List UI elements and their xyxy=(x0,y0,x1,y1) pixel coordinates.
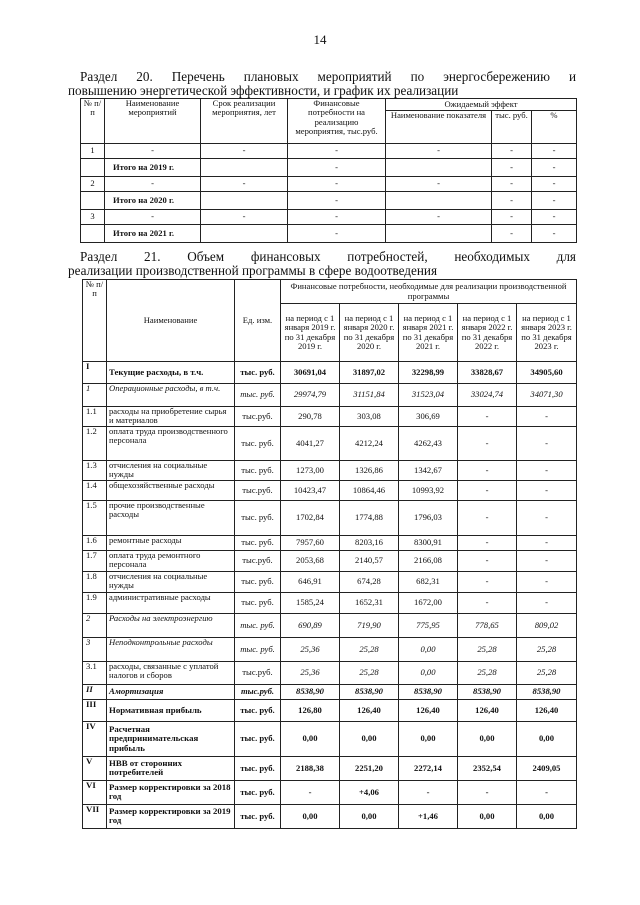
row-number: 1.3 xyxy=(83,460,107,480)
row-value: 0,00 xyxy=(517,804,577,828)
row-number: III xyxy=(83,699,107,721)
row-value: 290,78 xyxy=(281,407,340,427)
table-row xyxy=(81,210,577,225)
row-value: 0,00 xyxy=(458,721,517,756)
row-value: 1342,67 xyxy=(399,460,458,480)
row-value: - xyxy=(281,780,340,804)
row-value: 0,00 xyxy=(281,804,340,828)
row-value: - xyxy=(458,550,517,571)
row-value: 0,00 xyxy=(399,661,458,684)
row-value: 1672,00 xyxy=(399,592,458,613)
cell-thous: - xyxy=(492,210,532,225)
t2-unit-header: Ед. изм. xyxy=(235,280,281,362)
row-value: +4,06 xyxy=(340,780,399,804)
table-row xyxy=(83,756,577,780)
row-name: Неподконтрольные расходы xyxy=(107,637,235,661)
row-value: 10864,46 xyxy=(340,480,399,500)
row-value: 0,00 xyxy=(399,637,458,661)
row-value: 25,36 xyxy=(281,637,340,661)
table-row xyxy=(83,780,577,804)
row-unit: тыс. руб. xyxy=(235,637,281,661)
row-number: 1.1 xyxy=(83,407,107,427)
cell-term: - xyxy=(201,210,288,225)
cell-term xyxy=(201,159,288,177)
row-value: 0,00 xyxy=(340,721,399,756)
cell-ind: - xyxy=(386,177,492,192)
section-21-title-line1: Раздел 21. Объем финансовых потребностей, необходимых для xyxy=(80,249,576,264)
cell-fin: - xyxy=(288,159,386,177)
row-number: 1.8 xyxy=(83,571,107,592)
row-unit: тыс.руб. xyxy=(235,480,281,500)
table-row xyxy=(83,550,577,571)
table-row xyxy=(83,407,577,427)
row-value: 1273,00 xyxy=(281,460,340,480)
row-number: VI xyxy=(83,780,107,804)
section-21-title-line2: реализации производственной программы в сфере водоотведения xyxy=(68,263,438,278)
col-term-header: Срок реализации мероприятия, лет xyxy=(201,99,288,144)
table-row xyxy=(83,699,577,721)
row-value: 126,40 xyxy=(517,699,577,721)
cell-thous: - xyxy=(492,159,532,177)
row-value: 8538,90 xyxy=(340,684,399,699)
cell-name: Итого на 2019 г. xyxy=(105,159,201,177)
col-indicator-header: Наименование показателя xyxy=(386,111,492,144)
cell-thous: - xyxy=(492,144,532,159)
cell-name: - xyxy=(105,210,201,225)
row-value: 4212,24 xyxy=(340,426,399,460)
row-number: IV xyxy=(83,721,107,756)
row-value: - xyxy=(517,500,577,535)
cell-pct: - xyxy=(532,210,577,225)
financial-needs-table xyxy=(82,279,577,829)
row-value: 31897,02 xyxy=(340,362,399,384)
table-row xyxy=(83,684,577,699)
row-number: 1.5 xyxy=(83,500,107,535)
energy-saving-table xyxy=(80,98,577,243)
row-value: - xyxy=(458,407,517,427)
row-unit: тыс. руб. xyxy=(235,426,281,460)
row-value: 2053,68 xyxy=(281,550,340,571)
row-value: 25,28 xyxy=(517,661,577,684)
row-value: 775,95 xyxy=(399,613,458,637)
col-thous-header: тыс. руб. xyxy=(492,111,532,144)
row-value: 0,00 xyxy=(517,721,577,756)
row-value: - xyxy=(458,460,517,480)
cell-pct: - xyxy=(532,144,577,159)
row-name: общехозяйственные расходы xyxy=(107,480,235,500)
row-unit: тыс. руб. xyxy=(235,780,281,804)
row-value: - xyxy=(458,500,517,535)
row-name: Размер корректировки за 2018 год xyxy=(107,780,235,804)
row-value: 809,02 xyxy=(517,613,577,637)
table-row xyxy=(83,804,577,828)
row-value: 1774,88 xyxy=(340,500,399,535)
table-row xyxy=(83,500,577,535)
row-name: расходы, связанные с уплатой налогов и сборов xyxy=(107,661,235,684)
row-value: 8538,90 xyxy=(281,684,340,699)
row-unit: тыс. руб. xyxy=(235,592,281,613)
row-value: - xyxy=(517,407,577,427)
row-value: - xyxy=(458,426,517,460)
row-value: - xyxy=(458,571,517,592)
row-value: 1585,24 xyxy=(281,592,340,613)
t2-finance-header: Финансовые потребности, необходимые для реализации производственной программы xyxy=(281,280,577,304)
section-20-title-line2: повышению энергетической эффективности, и график их реализации xyxy=(68,83,459,98)
section-20-title-line1: Раздел 20. Перечень плановых мероприятий по энергосбережению и xyxy=(80,69,576,84)
row-value: 4041,27 xyxy=(281,426,340,460)
cell-num: 1 xyxy=(81,144,105,159)
row-name: Расходы на электроэнергию xyxy=(107,613,235,637)
row-value: 34905,60 xyxy=(517,362,577,384)
row-value: 31151,84 xyxy=(340,384,399,407)
row-name: отчисления на социальные нужды xyxy=(107,571,235,592)
row-name: оплата труда ремонтного персонала xyxy=(107,550,235,571)
row-value: 7957,60 xyxy=(281,535,340,550)
row-unit: тыс.руб. xyxy=(235,550,281,571)
row-value: 682,31 xyxy=(399,571,458,592)
row-number: I xyxy=(83,362,107,384)
cell-name: - xyxy=(105,144,201,159)
row-value: 8300,91 xyxy=(399,535,458,550)
cell-fin: - xyxy=(288,225,386,243)
cell-name: Итого на 2020 г. xyxy=(105,192,201,210)
row-value: 0,00 xyxy=(458,804,517,828)
row-value: 674,28 xyxy=(340,571,399,592)
cell-num: 3 xyxy=(81,210,105,225)
row-value: 10423,47 xyxy=(281,480,340,500)
row-value: 8538,90 xyxy=(458,684,517,699)
row-value: 719,90 xyxy=(340,613,399,637)
row-value: 2409,05 xyxy=(517,756,577,780)
t2-period-header: на период с 1 января 2020 г. по 31 декабря 2020 г. xyxy=(340,304,399,362)
row-unit: тыс.руб. xyxy=(235,661,281,684)
row-value: +1,46 xyxy=(399,804,458,828)
row-name: прочие производственные расходы xyxy=(107,500,235,535)
row-number: II xyxy=(83,684,107,699)
row-value: 31523,04 xyxy=(399,384,458,407)
t2-num-header: № п/п xyxy=(83,280,107,362)
cell-pct: - xyxy=(532,192,577,210)
cell-ind xyxy=(386,159,492,177)
row-value: 1652,31 xyxy=(340,592,399,613)
row-value: 126,40 xyxy=(458,699,517,721)
table-row xyxy=(83,571,577,592)
row-value: 126,40 xyxy=(340,699,399,721)
section-21-title xyxy=(68,249,576,278)
cell-ind: - xyxy=(386,210,492,225)
row-value: 8538,90 xyxy=(517,684,577,699)
row-name: Амортизация xyxy=(107,684,235,699)
cell-num xyxy=(81,192,105,210)
row-value: 1326,86 xyxy=(340,460,399,480)
row-value: 10993,92 xyxy=(399,480,458,500)
table-row xyxy=(83,384,577,407)
col-finance-header: Финансовые потребности на реализацию мероприятия, тыс.руб. xyxy=(288,99,386,144)
row-name: расходы на приобретение сырья и материалов xyxy=(107,407,235,427)
row-value: 306,69 xyxy=(399,407,458,427)
row-number: 1.4 xyxy=(83,480,107,500)
row-number: 2 xyxy=(83,613,107,637)
cell-ind xyxy=(386,225,492,243)
row-value: 25,28 xyxy=(340,637,399,661)
row-unit: тыс. руб. xyxy=(235,804,281,828)
row-value: 34071,30 xyxy=(517,384,577,407)
row-value: 1796,03 xyxy=(399,500,458,535)
cell-num xyxy=(81,225,105,243)
table-row xyxy=(83,592,577,613)
row-unit: тыс.руб. xyxy=(235,407,281,427)
cell-fin: - xyxy=(288,192,386,210)
cell-term xyxy=(201,225,288,243)
row-value: 126,40 xyxy=(399,699,458,721)
row-value: - xyxy=(458,780,517,804)
t2-period-header: на период с 1 января 2019 г. по 31 декабря 2019 г. xyxy=(281,304,340,362)
row-value: 25,28 xyxy=(458,661,517,684)
row-value: 8538,90 xyxy=(399,684,458,699)
row-value: - xyxy=(517,426,577,460)
row-number: 1.2 xyxy=(83,426,107,460)
cell-num: 2 xyxy=(81,177,105,192)
row-value: 33828,67 xyxy=(458,362,517,384)
row-value: 25,36 xyxy=(281,661,340,684)
row-unit: тыс. руб. xyxy=(235,384,281,407)
table-row xyxy=(83,535,577,550)
cell-thous: - xyxy=(492,192,532,210)
row-value: 33024,74 xyxy=(458,384,517,407)
row-value: - xyxy=(517,535,577,550)
table-row xyxy=(83,721,577,756)
col-effect-header: Ожидаемый эффект xyxy=(386,99,577,111)
table-row xyxy=(81,159,577,177)
row-unit: тыс. руб. xyxy=(235,362,281,384)
row-value: 778,65 xyxy=(458,613,517,637)
table-row xyxy=(83,613,577,637)
cell-ind xyxy=(386,192,492,210)
row-value: 4262,43 xyxy=(399,426,458,460)
row-value: 25,28 xyxy=(340,661,399,684)
row-value: - xyxy=(517,780,577,804)
row-number: 1 xyxy=(83,384,107,407)
t2-period-header: на период с 1 января 2022 г. по 31 декабря 2022 г. xyxy=(458,304,517,362)
row-value: 2272,14 xyxy=(399,756,458,780)
cell-pct: - xyxy=(532,177,577,192)
cell-term xyxy=(201,192,288,210)
row-value: 303,08 xyxy=(340,407,399,427)
row-unit: тыс. руб. xyxy=(235,721,281,756)
row-value: - xyxy=(517,460,577,480)
row-value: 2140,57 xyxy=(340,550,399,571)
table-row xyxy=(81,144,577,159)
row-value: - xyxy=(517,592,577,613)
row-value: - xyxy=(458,592,517,613)
page-number: 14 xyxy=(313,32,327,47)
row-number: 1.7 xyxy=(83,550,107,571)
row-value: 2251,20 xyxy=(340,756,399,780)
cell-term: - xyxy=(201,144,288,159)
table-row xyxy=(81,192,577,210)
row-value: 0,00 xyxy=(340,804,399,828)
row-name: административные расходы xyxy=(107,592,235,613)
row-value: - xyxy=(399,780,458,804)
row-number: 3.1 xyxy=(83,661,107,684)
table-row xyxy=(83,480,577,500)
cell-fin: - xyxy=(288,144,386,159)
row-unit: тыс. руб. xyxy=(235,460,281,480)
row-unit: тыс. руб. xyxy=(235,571,281,592)
row-value: 8203,16 xyxy=(340,535,399,550)
row-value: 126,80 xyxy=(281,699,340,721)
row-value: 32298,99 xyxy=(399,362,458,384)
row-name: оплата труда производственного персонала xyxy=(107,426,235,460)
row-value: 30691,04 xyxy=(281,362,340,384)
row-unit: тыс. руб. xyxy=(235,756,281,780)
row-value: 0,00 xyxy=(399,721,458,756)
row-value: - xyxy=(517,571,577,592)
row-value: - xyxy=(458,535,517,550)
row-value: 2166,08 xyxy=(399,550,458,571)
row-value: - xyxy=(517,550,577,571)
row-name: Расчетная предпринимательская прибыль xyxy=(107,721,235,756)
row-value: 25,28 xyxy=(517,637,577,661)
table-row xyxy=(83,661,577,684)
table-row xyxy=(81,225,577,243)
cell-ind: - xyxy=(386,144,492,159)
cell-num xyxy=(81,159,105,177)
row-value: 2188,38 xyxy=(281,756,340,780)
row-value: 0,00 xyxy=(281,721,340,756)
row-number: VII xyxy=(83,804,107,828)
t2-period-header: на период с 1 января 2023 г. по 31 декабря 2023 г. xyxy=(517,304,577,362)
row-number: V xyxy=(83,756,107,780)
cell-name: - xyxy=(105,177,201,192)
table-row xyxy=(83,362,577,384)
table-row xyxy=(83,637,577,661)
row-value: 1702,84 xyxy=(281,500,340,535)
row-value: 25,28 xyxy=(458,637,517,661)
col-num-header: № п/п xyxy=(81,99,105,144)
row-number: 1.9 xyxy=(83,592,107,613)
row-unit: тыс. руб. xyxy=(235,613,281,637)
row-unit: тыс.руб. xyxy=(235,684,281,699)
table-row xyxy=(83,460,577,480)
section-20-title xyxy=(68,69,576,98)
row-name: ремонтные расходы xyxy=(107,535,235,550)
row-name: Текущие расходы, в т.ч. xyxy=(107,362,235,384)
row-name: Размер корректировки за 2019 год xyxy=(107,804,235,828)
cell-pct: - xyxy=(532,225,577,243)
row-name: Нормативная прибыль xyxy=(107,699,235,721)
row-value: 690,89 xyxy=(281,613,340,637)
row-unit: тыс. руб. xyxy=(235,699,281,721)
row-number: 3 xyxy=(83,637,107,661)
row-value: 646,91 xyxy=(281,571,340,592)
t2-name-header: Наименование xyxy=(107,280,235,362)
row-unit: тыс. руб. xyxy=(235,500,281,535)
row-name: НВВ от сторонних потребителей xyxy=(107,756,235,780)
table-row xyxy=(83,426,577,460)
cell-fin: - xyxy=(288,210,386,225)
row-value: 2352,54 xyxy=(458,756,517,780)
row-value: 29974,79 xyxy=(281,384,340,407)
col-percent-header: % xyxy=(532,111,577,144)
row-value: - xyxy=(458,480,517,500)
table-row xyxy=(81,177,577,192)
cell-thous: - xyxy=(492,177,532,192)
cell-thous: - xyxy=(492,225,532,243)
row-name: Операционные расходы, в т.ч. xyxy=(107,384,235,407)
cell-term: - xyxy=(201,177,288,192)
cell-fin: - xyxy=(288,177,386,192)
cell-pct: - xyxy=(532,159,577,177)
col-name-header: Наименование мероприятий xyxy=(105,99,201,144)
row-value: - xyxy=(517,480,577,500)
cell-name: Итого на 2021 г. xyxy=(105,225,201,243)
row-number: 1.6 xyxy=(83,535,107,550)
row-name: отчисления на социальные нужды xyxy=(107,460,235,480)
t2-period-header: на период с 1 января 2021 г. по 31 декабря 2021 г. xyxy=(399,304,458,362)
row-unit: тыс. руб. xyxy=(235,535,281,550)
